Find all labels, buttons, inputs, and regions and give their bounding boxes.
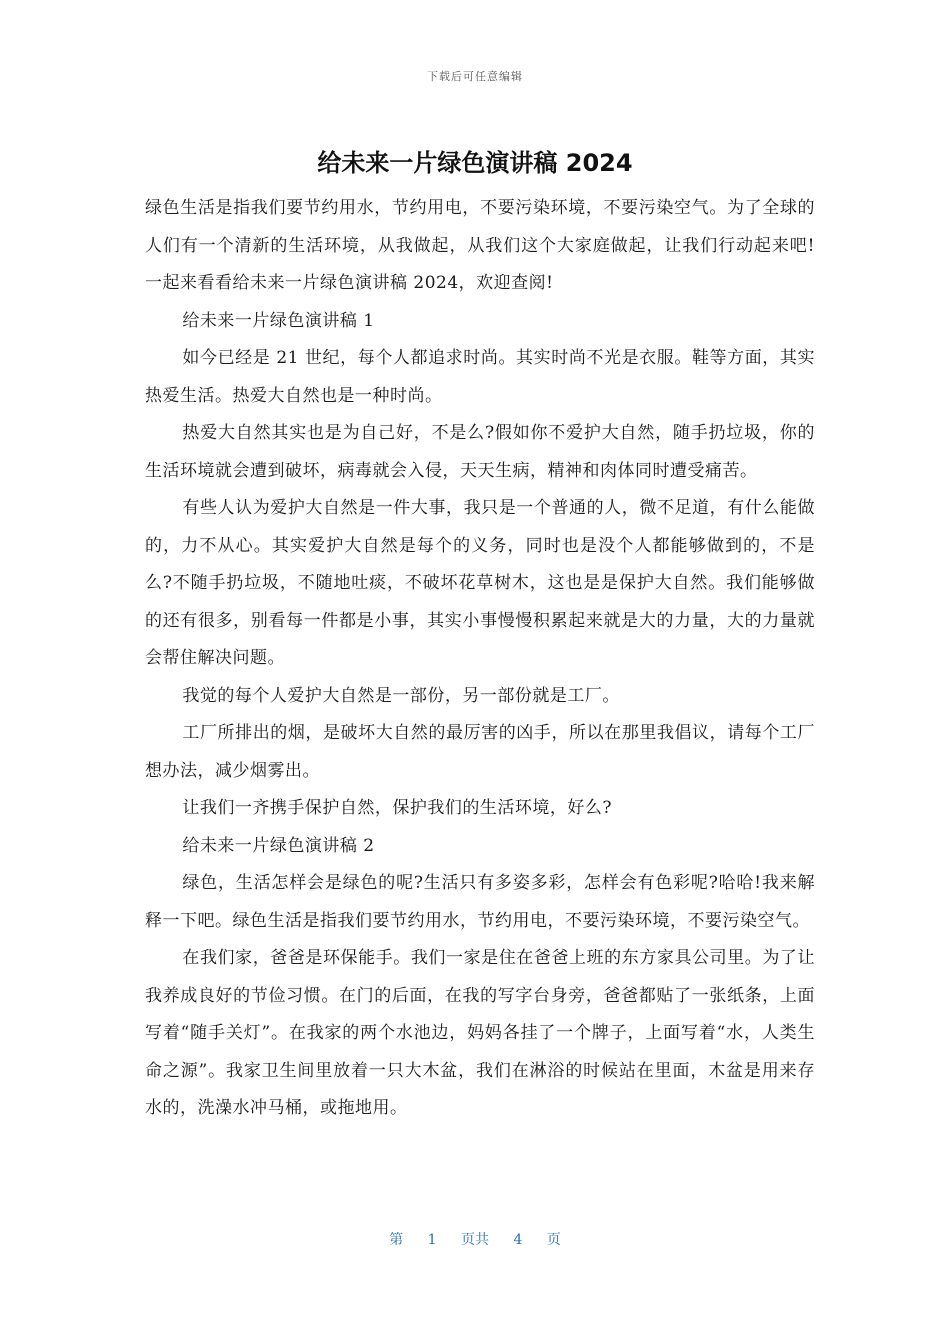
body-paragraph: 绿色，生活怎样会是绿色的呢?生活只有多姿多彩，怎样会有色彩呢?哈哈!我来解释一下吧。绿色生活是指我们要节约用水，节约用电，不要污染环境，不要污染空气。 [145,873,815,931]
body-paragraph: 在我们家，爸爸是环保能手。我们一家是住在爸爸上班的东方家具公司里。为了让我养成良好的节俭习惯。在门的后面，在我的写字台身旁，爸爸都贴了一张纸条，上面写着“随手关灯”。在我家的两个水池边，妈妈各挂了一个牌子，上面写着“水，人类生命之源”。我家卫生间里放着一只大木盆，我们在淋浴的时候站在里面，木盆是用来存水的，洗澡水冲马桶，或拖地用。 [145,948,815,1118]
section-heading-1: 给未来一片绿色演讲稿 1 [182,310,375,331]
header-note: 下载后可任意编辑 [427,70,523,83]
section-heading-2: 给未来一片绿色演讲稿 2 [182,835,375,856]
footer-prefix: 第 [389,1232,404,1248]
footer-middle: 页共 [461,1232,489,1248]
body-paragraph: 让我们一齐携手保护自然，保护我们的生活环境，好么? [182,798,613,818]
document-body [145,190,815,1128]
document-title: 给未来一片绿色演讲稿 2024 [317,149,633,177]
footer-page-number: 1 [427,1232,437,1248]
body-paragraph: 有些人认为爱护大自然是一件大事，我只是一个普通的人，微不足道，有什么能做的，力不从心。其实爱护大自然是每个的义务，同时也是没个人都能够做到的，不是么?不随手扔垃圾，不随地吐痰，不破坏花草树木，这也是是保护大自然。我们能够做的还有很多，别看每一件都是小事，其实小事慢慢积累起来就是大的力量，大的力量就会帮住解决问题。 [145,498,815,668]
body-paragraph: 如今已经是 21 世纪，每个人都追求时尚。其实时尚不光是衣服。鞋等方面，其实热爱生活。热爱大自然也是一种时尚。 [145,348,815,406]
body-paragraph: 热爱大自然其实也是为自己好，不是么?假如你不爱护大自然，随手扔垃圾，你的生活环境就会遭到破坏，病毒就会入侵，天天生病，精神和肉体同时遭受痛苦。 [145,423,815,481]
footer-total-pages: 4 [513,1232,523,1248]
intro-paragraph: 绿色生活是指我们要节约用水，节约用电，不要污染环境，不要污染空气。为了全球的人们有一个清新的生活环境，从我做起，从我们这个大家庭做起，让我们行动起来吧!一起来看看给未来一片绿色演讲稿 2024，欢迎查阅! [145,198,815,293]
body-paragraph: 我觉的每个人爱护大自然是一部份，另一部份就是工厂。 [182,685,620,706]
page-footer [0,1229,950,1249]
body-paragraph: 工厂所排出的烟，是破坏大自然的最厉害的凶手，所以在那里我倡议，请每个工厂想办法，减少烟雾出。 [145,723,815,781]
footer-suffix: 页 [546,1232,561,1248]
